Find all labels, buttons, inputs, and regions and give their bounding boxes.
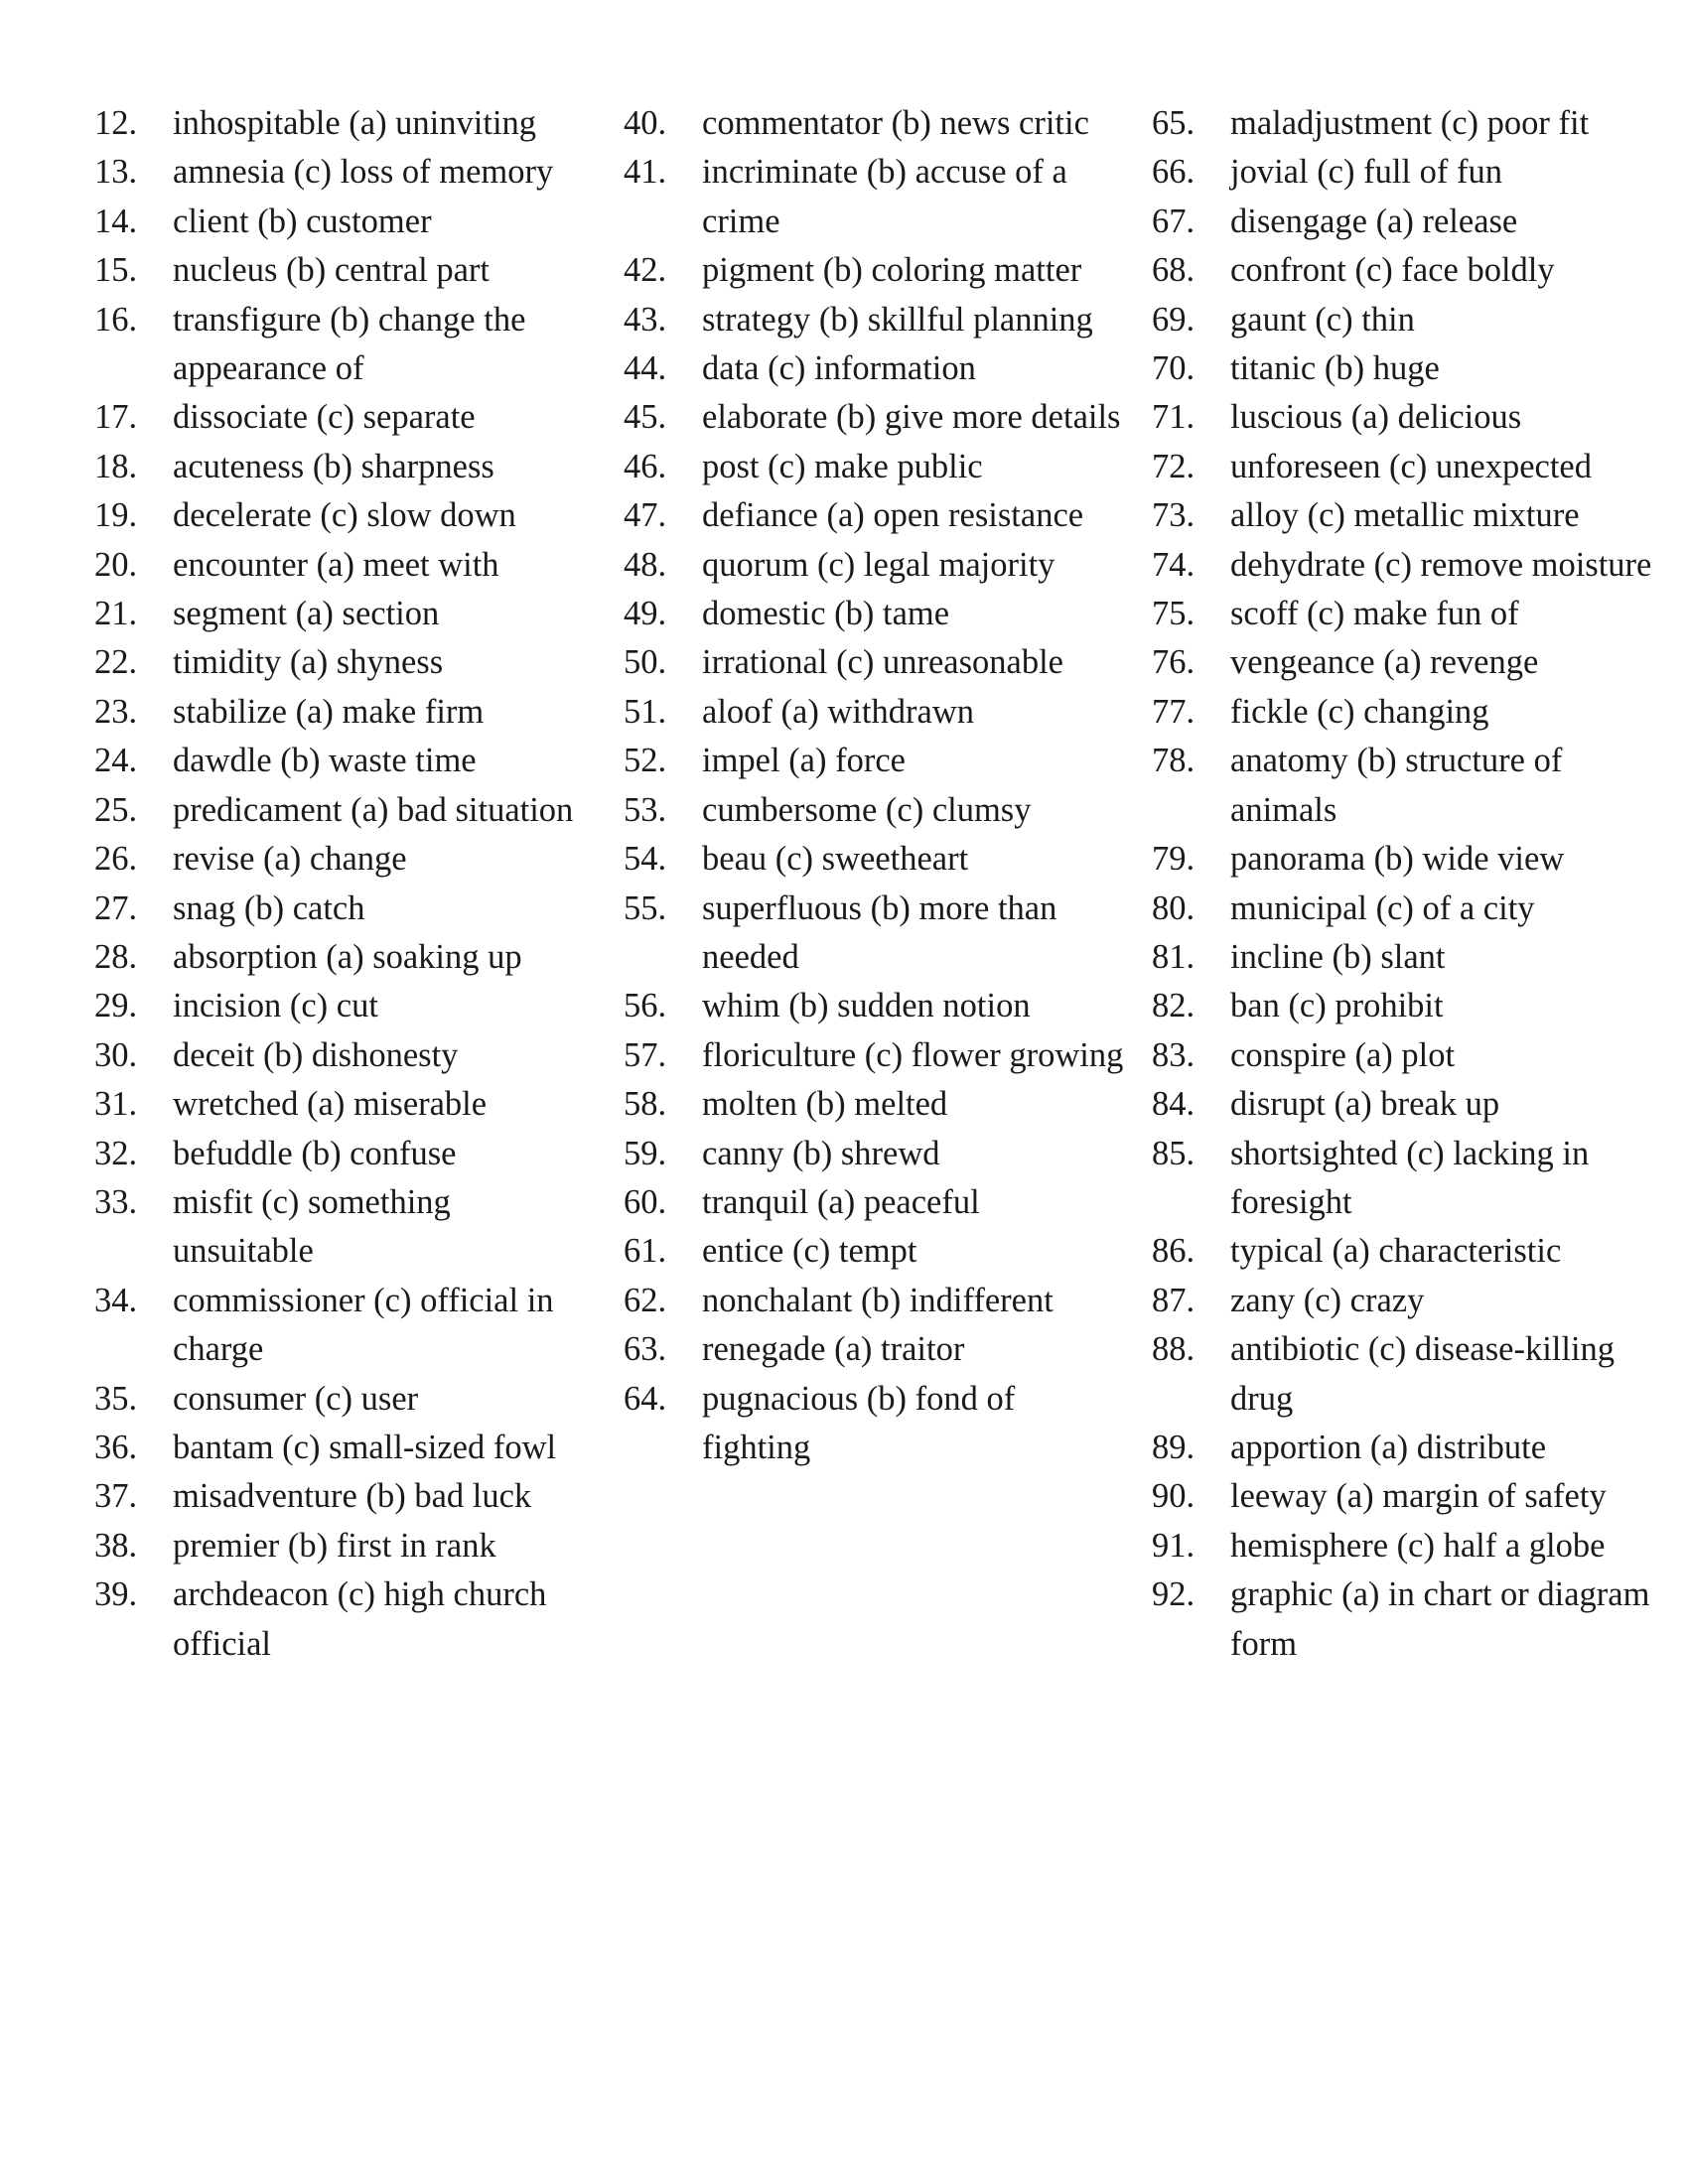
entry-number: 62. [624, 1281, 667, 1319]
answer-entry [94, 1178, 611, 1277]
entry-answer-text: incline (b) slant [1230, 937, 1446, 976]
answer-entry [1152, 1424, 1668, 1472]
entry-answer-text: dissociate (c) separate [173, 398, 476, 437]
answer-entry [624, 590, 1140, 638]
entry-answer-text: shortsighted (c) lacking in foresight [1230, 1134, 1590, 1221]
entry-number: 89. [1152, 1428, 1196, 1466]
entry-answer-text: bantam (c) small-sized fowl [173, 1428, 557, 1466]
entry-number: 63. [624, 1330, 667, 1369]
answer-entry [1152, 443, 1668, 491]
entry-number: 21. [94, 595, 138, 633]
entry-number: 19. [94, 496, 138, 535]
entry-answer-text: commissioner (c) official in charge [173, 1281, 554, 1369]
answer-entry [624, 296, 1140, 344]
entry-answer-text: decelerate (c) slow down [173, 496, 516, 535]
answer-entry [94, 198, 611, 246]
entry-answer-text: graphic (a) in chart or diagram form [1230, 1575, 1650, 1663]
entry-number: 45. [624, 398, 667, 437]
entry-answer-text: archdeacon (c) high church official [173, 1575, 547, 1663]
entry-answer-text: jovial (c) full of fun [1230, 153, 1502, 192]
entry-answer-text: befuddle (b) confuse [173, 1134, 457, 1172]
entry-number: 76. [1152, 643, 1196, 682]
entry-answer-text: amnesia (c) loss of memory [173, 153, 554, 192]
entry-number: 50. [624, 643, 667, 682]
answer-entry [1152, 99, 1668, 148]
entry-number: 92. [1152, 1575, 1196, 1614]
entry-answer-text: incision (c) cut [173, 987, 378, 1025]
entry-answer-text: antibiotic (c) disease-killing drug [1230, 1330, 1616, 1418]
entry-number: 40. [624, 104, 667, 142]
entry-answer-text: ban (c) prohibit [1230, 987, 1444, 1025]
entry-answer-text: floriculture (c) flower growing [702, 1035, 1124, 1074]
entry-number: 64. [624, 1379, 667, 1418]
answer-entry [94, 393, 611, 442]
entry-answer-text: irrational (c) unreasonable [702, 643, 1063, 682]
entry-answer-text: cumbersome (c) clumsy [702, 790, 1032, 829]
entry-number: 36. [94, 1428, 138, 1466]
entry-answer-text: impel (a) force [702, 742, 906, 780]
entry-answer-text: acuteness (b) sharpness [173, 447, 494, 485]
entry-number: 44. [624, 349, 667, 388]
answer-entry [624, 1130, 1140, 1178]
entry-answer-text: stabilize (a) make firm [173, 692, 485, 731]
answer-entry [94, 885, 611, 933]
entry-answer-text: renegade (a) traitor [702, 1330, 965, 1369]
entry-answer-text: aloof (a) withdrawn [702, 692, 974, 731]
answer-entry [1152, 1522, 1668, 1570]
answer-entry [94, 1472, 611, 1521]
entry-answer-text: anatomy (b) structure of animals [1230, 742, 1563, 829]
entry-number: 71. [1152, 398, 1196, 437]
entry-answer-text: nucleus (b) central part [173, 251, 490, 290]
answer-entry [1152, 1227, 1668, 1276]
answer-entry [624, 688, 1140, 737]
answer-entry [94, 1277, 611, 1375]
entry-answer-text: fickle (c) changing [1230, 692, 1489, 731]
answer-entry [624, 1227, 1140, 1276]
entry-number: 23. [94, 692, 138, 731]
entry-answer-text: nonchalant (b) indifferent [702, 1281, 1054, 1319]
entry-number: 14. [94, 202, 138, 240]
entry-number: 67. [1152, 202, 1196, 240]
entry-answer-text: transfigure (b) change the appearance of [173, 300, 526, 388]
answer-entry [1152, 344, 1668, 393]
answer-entry [624, 737, 1140, 785]
entry-number: 56. [624, 987, 667, 1025]
answer-entry [624, 246, 1140, 295]
entry-answer-text: premier (b) first in rank [173, 1526, 496, 1565]
answer-entry [624, 1178, 1140, 1227]
answer-entry [1152, 590, 1668, 638]
answer-entry [94, 737, 611, 785]
answer-entry [624, 1375, 1140, 1473]
entry-answer-text: municipal (c) of a city [1230, 888, 1535, 927]
answer-entry [624, 1031, 1140, 1080]
entry-number: 16. [94, 300, 138, 339]
entry-answer-text: maladjustment (c) poor fit [1230, 104, 1590, 142]
entry-number: 27. [94, 888, 138, 927]
entry-number: 59. [624, 1134, 667, 1172]
answer-entry [1152, 1277, 1668, 1325]
answer-entry [624, 443, 1140, 491]
entry-number: 86. [1152, 1232, 1196, 1271]
answer-entry [624, 99, 1140, 148]
entry-answer-text: pigment (b) coloring matter [702, 251, 1082, 290]
answer-entry [94, 1130, 611, 1178]
entry-number: 82. [1152, 987, 1196, 1025]
entry-number: 70. [1152, 349, 1196, 388]
answer-entry [1152, 1130, 1668, 1228]
answer-entry [624, 638, 1140, 687]
entry-answer-text: confront (c) face boldly [1230, 251, 1555, 290]
answer-entry [1152, 1031, 1668, 1080]
entry-number: 90. [1152, 1477, 1196, 1516]
answer-entry [94, 933, 611, 982]
answer-entry [1152, 1472, 1668, 1521]
entry-answer-text: disengage (a) release [1230, 202, 1518, 240]
entry-answer-text: deceit (b) dishonesty [173, 1035, 459, 1074]
answer-entry [1152, 1325, 1668, 1424]
entry-number: 43. [624, 300, 667, 339]
answer-entry [94, 786, 611, 835]
entry-answer-text: pugnacious (b) fond of fighting [702, 1379, 1016, 1466]
entry-answer-text: alloy (c) metallic mixture [1230, 496, 1580, 535]
entry-number: 12. [94, 104, 138, 142]
entry-answer-text: beau (c) sweetheart [702, 840, 969, 879]
answer-entry [1152, 982, 1668, 1030]
answer-entry [94, 491, 611, 540]
entry-answer-text: canny (b) shrewd [702, 1134, 940, 1172]
entry-answer-text: defiance (a) open resistance [702, 496, 1084, 535]
answer-entry [94, 1522, 611, 1570]
entry-answer-text: post (c) make public [702, 447, 983, 485]
entry-number: 58. [624, 1085, 667, 1124]
answer-entry [1152, 638, 1668, 687]
entry-answer-text: client (b) customer [173, 202, 432, 240]
answer-column-3 [1152, 99, 1668, 1669]
entry-number: 47. [624, 496, 667, 535]
entry-number: 72. [1152, 447, 1196, 485]
entry-number: 54. [624, 840, 667, 879]
entry-answer-text: conspire (a) plot [1230, 1035, 1456, 1074]
entry-number: 68. [1152, 251, 1196, 290]
entry-answer-text: zany (c) crazy [1230, 1281, 1425, 1319]
entry-number: 53. [624, 790, 667, 829]
entry-answer-text: scoff (c) make fun of [1230, 595, 1519, 633]
entry-number: 37. [94, 1477, 138, 1516]
entry-number: 32. [94, 1134, 138, 1172]
entry-number: 35. [94, 1379, 138, 1418]
answer-entry [1152, 737, 1668, 835]
entry-number: 15. [94, 251, 138, 290]
answer-entry [624, 1080, 1140, 1129]
entry-number: 29. [94, 987, 138, 1025]
answer-entry [1152, 246, 1668, 295]
entry-answer-text: strategy (b) skillful planning [702, 300, 1093, 339]
entry-number: 74. [1152, 545, 1196, 584]
entry-number: 20. [94, 545, 138, 584]
entry-number: 17. [94, 398, 138, 437]
answer-entry [624, 1325, 1140, 1374]
entry-number: 22. [94, 643, 138, 682]
entry-number: 87. [1152, 1281, 1196, 1319]
entry-number: 61. [624, 1232, 667, 1271]
answer-entry [1152, 148, 1668, 197]
entry-answer-text: gaunt (c) thin [1230, 300, 1415, 339]
entry-number: 39. [94, 1575, 138, 1614]
entry-number: 34. [94, 1281, 138, 1319]
answer-column-2 [624, 99, 1140, 1472]
answer-entry [624, 148, 1140, 246]
entry-answer-text: incriminate (b) accuse of a crime [702, 153, 1067, 240]
answer-entry [1152, 933, 1668, 982]
entry-number: 24. [94, 742, 138, 780]
answer-entry [1152, 541, 1668, 590]
answer-entry [624, 786, 1140, 835]
entry-answer-text: misfit (c) something unsuitable [173, 1182, 451, 1271]
entry-number: 88. [1152, 1330, 1196, 1369]
entry-number: 26. [94, 840, 138, 879]
entry-number: 66. [1152, 153, 1196, 192]
answer-entry [94, 148, 611, 197]
answer-entry [624, 1277, 1140, 1325]
answer-entry [94, 590, 611, 638]
entry-number: 55. [624, 888, 667, 927]
answer-entry [624, 541, 1140, 590]
entry-number: 80. [1152, 888, 1196, 927]
answer-entry [624, 344, 1140, 393]
answer-entry [1152, 1570, 1668, 1669]
entry-number: 60. [624, 1182, 667, 1221]
entry-number: 65. [1152, 104, 1196, 142]
answer-entry [1152, 491, 1668, 540]
answer-entry [624, 835, 1140, 884]
answer-entry [624, 491, 1140, 540]
entry-number: 25. [94, 790, 138, 829]
entry-answer-text: snag (b) catch [173, 888, 365, 927]
answer-entry [94, 1570, 611, 1669]
entry-answer-text: whim (b) sudden notion [702, 987, 1031, 1025]
entry-answer-text: superfluous (b) more than needed [702, 888, 1057, 976]
entry-answer-text: hemisphere (c) half a globe [1230, 1526, 1606, 1565]
answer-entry [94, 246, 611, 295]
answer-entry [94, 99, 611, 148]
answer-entry [1152, 885, 1668, 933]
entry-number: 69. [1152, 300, 1196, 339]
answer-entry [94, 835, 611, 884]
answer-entry [94, 1424, 611, 1472]
entry-answer-text: vengeance (a) revenge [1230, 643, 1539, 682]
entry-answer-text: molten (b) melted [702, 1085, 948, 1124]
answer-entry [1152, 198, 1668, 246]
entry-number: 73. [1152, 496, 1196, 535]
answer-entry [1152, 688, 1668, 737]
entry-answer-text: disrupt (a) break up [1230, 1085, 1500, 1124]
entry-answer-text: inhospitable (a) uninviting [173, 104, 537, 142]
answer-entry [624, 393, 1140, 442]
entry-number: 31. [94, 1085, 138, 1124]
answer-entry [624, 885, 1140, 983]
answer-entry [1152, 1080, 1668, 1129]
entry-number: 30. [94, 1035, 138, 1074]
entry-answer-text: typical (a) characteristic [1230, 1232, 1562, 1271]
entry-answer-text: titanic (b) huge [1230, 349, 1440, 388]
entry-answer-text: data (c) information [702, 349, 976, 388]
entry-answer-text: encounter (a) meet with [173, 545, 499, 584]
entry-number: 46. [624, 447, 667, 485]
answer-entry [94, 982, 611, 1030]
entry-number: 84. [1152, 1085, 1196, 1124]
answer-entry [94, 1031, 611, 1080]
answer-entry [94, 443, 611, 491]
entry-answer-text: dawdle (b) waste time [173, 742, 477, 780]
entry-number: 42. [624, 251, 667, 290]
entry-number: 13. [94, 153, 138, 192]
answer-entry [94, 541, 611, 590]
entry-number: 41. [624, 153, 667, 192]
answer-entry [624, 982, 1140, 1030]
entry-answer-text: domestic (b) tame [702, 595, 950, 633]
entry-number: 78. [1152, 742, 1196, 780]
answer-entry [94, 1080, 611, 1129]
entry-number: 52. [624, 742, 667, 780]
answer-entry [94, 638, 611, 687]
entry-answer-text: dehydrate (c) remove moisture [1230, 545, 1652, 584]
entry-answer-text: panorama (b) wide view [1230, 840, 1565, 879]
answer-entry [1152, 296, 1668, 344]
entry-answer-text: apportion (a) distribute [1230, 1428, 1547, 1466]
entry-number: 79. [1152, 840, 1196, 879]
entry-answer-text: entice (c) tempt [702, 1232, 917, 1271]
entry-number: 75. [1152, 595, 1196, 633]
entry-answer-text: leeway (a) margin of safety [1230, 1477, 1607, 1516]
answer-entry [94, 296, 611, 394]
entry-answer-text: tranquil (a) peaceful [702, 1182, 980, 1221]
entry-answer-text: elaborate (b) give more details [702, 398, 1121, 437]
entry-number: 81. [1152, 937, 1196, 976]
entry-answer-text: quorum (c) legal majority [702, 545, 1055, 584]
entry-number: 18. [94, 447, 138, 485]
entry-number: 48. [624, 545, 667, 584]
answer-entry [1152, 835, 1668, 884]
entry-answer-text: segment (a) section [173, 595, 440, 633]
entry-number: 57. [624, 1035, 667, 1074]
entry-number: 33. [94, 1182, 138, 1221]
entry-answer-text: timidity (a) shyness [173, 643, 444, 682]
entry-answer-text: commentator (b) news critic [702, 104, 1089, 142]
entry-number: 51. [624, 692, 667, 731]
entry-number: 38. [94, 1526, 138, 1565]
entry-number: 83. [1152, 1035, 1196, 1074]
entry-answer-text: consumer (c) user [173, 1379, 419, 1418]
entry-number: 28. [94, 937, 138, 976]
entry-answer-text: luscious (a) delicious [1230, 398, 1522, 437]
answer-entry [1152, 393, 1668, 442]
answer-entry [94, 1375, 611, 1424]
answer-entry [94, 688, 611, 737]
entry-answer-text: wretched (a) miserable [173, 1085, 488, 1124]
entry-number: 77. [1152, 692, 1196, 731]
entry-answer-text: unforeseen (c) unexpected [1230, 447, 1592, 485]
entry-answer-text: predicament (a) bad situation [173, 790, 574, 829]
entry-number: 91. [1152, 1526, 1196, 1565]
answer-column-1 [94, 99, 611, 1669]
entry-answer-text: misadventure (b) bad luck [173, 1477, 532, 1516]
entry-number: 85. [1152, 1134, 1196, 1172]
entry-number: 49. [624, 595, 667, 633]
entry-answer-text: absorption (a) soaking up [173, 937, 522, 976]
entry-answer-text: revise (a) change [173, 840, 407, 879]
